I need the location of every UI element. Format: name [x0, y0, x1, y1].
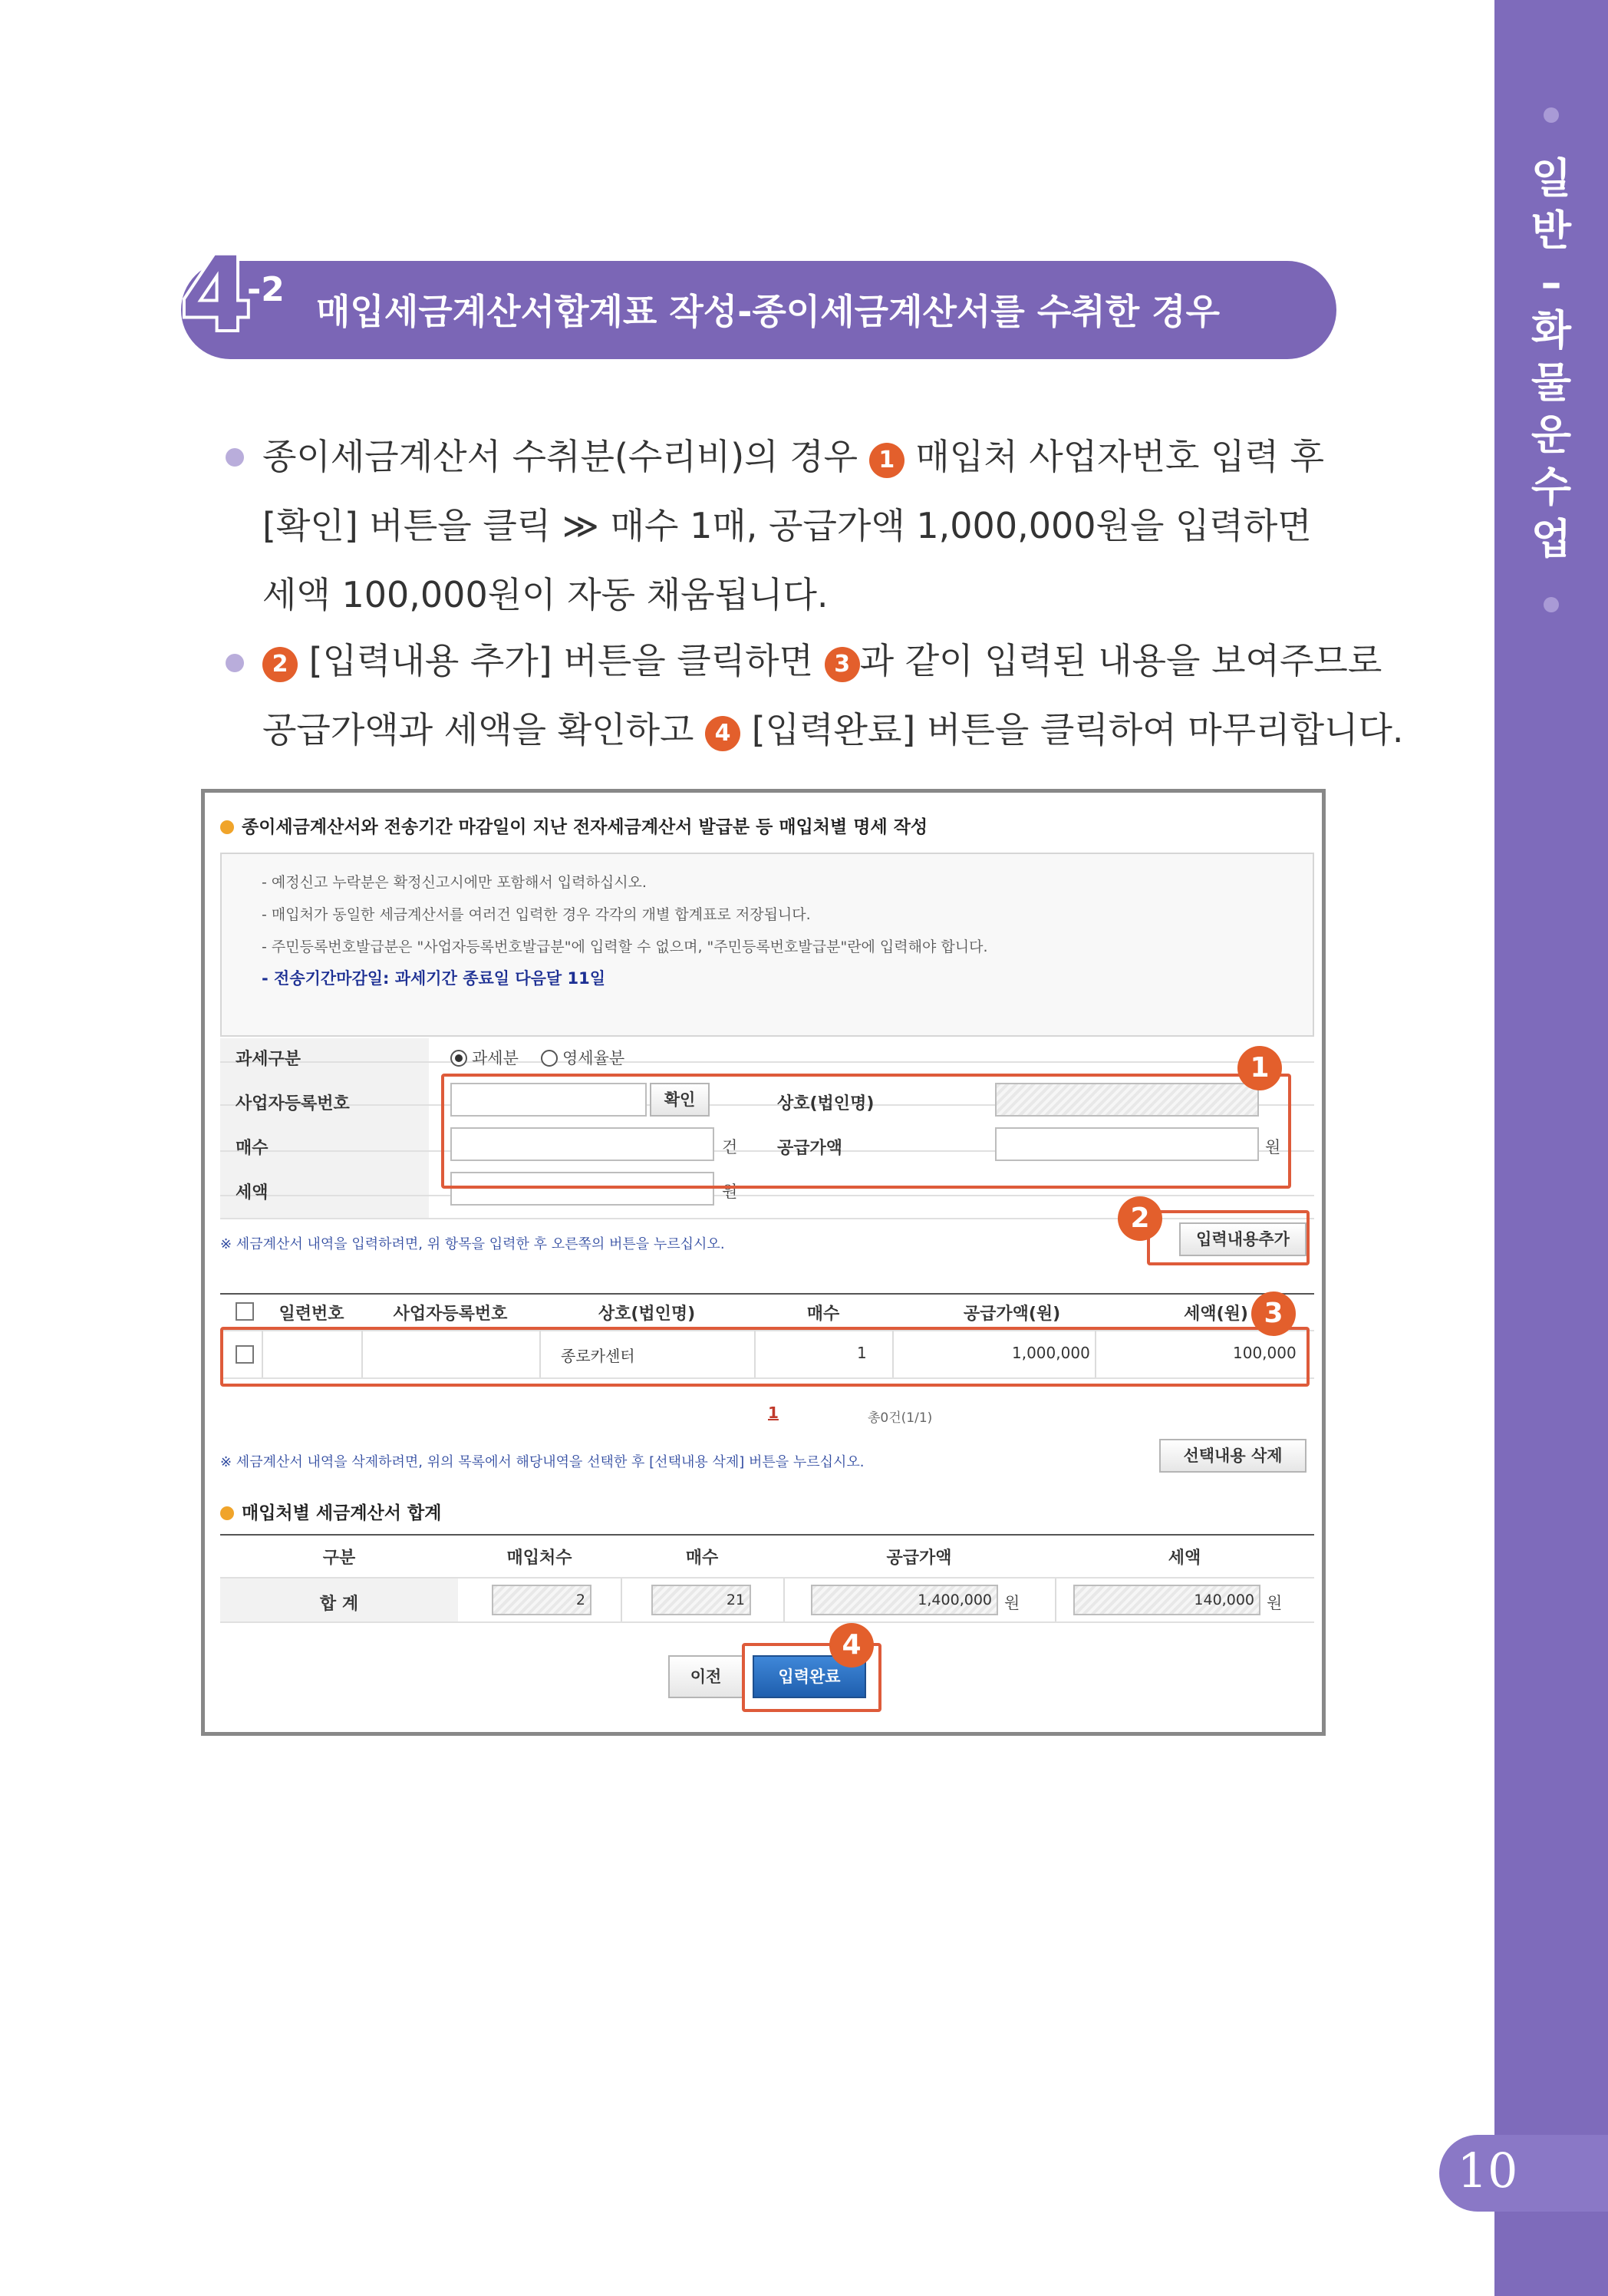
sum-count-field: 21: [651, 1585, 751, 1615]
form-title-text: 종이세금계산서와 전송기간 마감일이 지난 전자세금계산서 발급분 등 매입처별 명세 작성: [242, 817, 928, 837]
col-supply: 공급가액(원): [963, 1305, 1061, 1324]
page-total: 총0건(1/1): [868, 1410, 933, 1426]
embedded-screenshot: [201, 789, 1326, 1736]
step-1-marker: 1: [869, 443, 904, 478]
notice-line: - 주민등록번호발급분은 "사업자등록번호발급분"에 입력할 수 없으며, "주민등록번호발급분"란에 입력해야 합니다.: [262, 939, 988, 955]
summary-title: [220, 1499, 441, 1524]
col-count: 매수: [806, 1305, 840, 1324]
highlight-box-1: [441, 1074, 1291, 1189]
supply-label: 공급가액: [777, 1139, 843, 1158]
sum-col-count: 매수: [685, 1549, 719, 1568]
page-number: 10: [1457, 2143, 1518, 2199]
radio-zero-rate[interactable]: [541, 1046, 624, 1069]
section-subnumber: -2: [247, 270, 285, 309]
sum-supply-unit: 원: [1004, 1594, 1020, 1612]
cell-divider: [1055, 1578, 1056, 1621]
row-tax: 100,000: [1233, 1344, 1297, 1362]
highlight-box-2: [1147, 1210, 1310, 1265]
form-title: [220, 813, 928, 838]
sum-col-tax: 세액: [1168, 1549, 1201, 1568]
step-badge-3: 3: [1251, 1292, 1296, 1336]
step-badge-1: 1: [1237, 1046, 1282, 1090]
divider: [220, 1195, 1314, 1196]
notice-line: - 예정신고 누락분은 확정신고시에만 포함해서 입력하십시오.: [262, 874, 647, 891]
step-2-marker: 2: [262, 647, 298, 682]
add-hint: ※ 세금계산서 내역을 입력하려면, 위 항목을 입력한 후 오른쪽의 버튼을 누르십시오.: [220, 1236, 725, 1252]
row-company: 종로카센터: [561, 1347, 635, 1365]
summary-title-text: 매입처별 세금계산서 합계: [242, 1503, 442, 1523]
complete-button[interactable]: 입력완료: [753, 1655, 866, 1698]
col-serial: 일련번호: [278, 1305, 344, 1324]
radio-on-icon: [450, 1050, 467, 1067]
text-span: 매입처 사업자번호 입력 후: [915, 436, 1325, 477]
row-supply: 1,000,000: [1012, 1344, 1090, 1362]
divider: [220, 1061, 1314, 1063]
sidebar-char: 수: [1531, 463, 1572, 511]
text-span: 종이세금계산서 수취분(수리비)의 경우: [262, 436, 858, 477]
bullet-icon: [220, 1506, 234, 1520]
radio-off-icon: [541, 1050, 558, 1067]
section-title: 매입세금계산서합계표 작성-종이세금계산서를 수취한 경우: [316, 291, 1221, 332]
sum-supply-field: 1,400,000: [811, 1585, 998, 1615]
sum-tax-unit: 원: [1267, 1594, 1283, 1612]
tax-unit: 원: [722, 1183, 738, 1201]
notice-box: [220, 853, 1314, 1037]
body-line-2: [확인] 버튼을 클릭 ≫ 매수 1매, 공급가액 1,000,000원을 입력하면: [262, 505, 1312, 546]
delete-selected-button[interactable]: 선택내용 삭제: [1159, 1439, 1306, 1473]
select-all-checkbox[interactable]: [236, 1302, 254, 1321]
col-biz-no: 사업자등록번호: [393, 1305, 508, 1324]
step-3-marker: 3: [825, 647, 860, 682]
sidebar-char: 일: [1531, 154, 1572, 203]
step-4-marker: 4: [705, 716, 740, 751]
radio-taxable-label: 과세분: [472, 1049, 519, 1067]
cell-divider: [783, 1578, 785, 1621]
body-line-4: [262, 640, 1382, 682]
section-number: 4: [181, 236, 252, 354]
step-badge-2: 2: [1118, 1196, 1162, 1241]
bullet-icon: [220, 820, 234, 834]
sidebar-dot-top: [1544, 107, 1559, 123]
cell-divider: [621, 1578, 622, 1621]
sum-vendors-field: 2: [492, 1585, 591, 1615]
sidebar-char: –: [1540, 259, 1562, 307]
prev-button[interactable]: 이전: [668, 1655, 743, 1698]
add-entry-button[interactable]: 입력내용추가: [1179, 1222, 1306, 1256]
biz-no-label: 사업자등록번호: [236, 1094, 350, 1113]
text-span: 공급가액과 세액을 확인하고: [262, 709, 694, 750]
body-line-3: 세액 100,000원이 자동 채움됩니다.: [262, 574, 829, 615]
chapter-sidebar: [1494, 0, 1608, 2296]
bullet-dot: [226, 448, 244, 467]
body-line-1: [262, 436, 1325, 478]
col-tax: 세액(원): [1184, 1305, 1248, 1324]
divider: [220, 1293, 1314, 1295]
radio-taxable[interactable]: [450, 1046, 519, 1069]
sidebar-dot-bottom: [1544, 597, 1559, 612]
sidebar-char: 운: [1531, 411, 1572, 459]
sidebar-char: 화: [1531, 306, 1572, 355]
text-span: [입력내용 추가] 버튼을 클릭하면: [308, 640, 814, 681]
page-link[interactable]: 1: [768, 1404, 779, 1422]
col-company: 상호(법인명): [598, 1305, 696, 1324]
row-count: 1: [857, 1344, 867, 1362]
text-span: 과 같이 입력된 내용을 보여주므로: [859, 640, 1382, 681]
supply-unit: 원: [1265, 1138, 1281, 1156]
step-badge-4: 4: [829, 1623, 874, 1668]
delete-hint: ※ 세금계산서 내역을 삭제하려면, 위의 목록에서 해당내역을 선택한 후 [선택내용 삭제] 버튼을 누르십시오.: [220, 1454, 865, 1470]
radio-zero-label: 영세율분: [562, 1049, 625, 1067]
count-unit: 건: [722, 1138, 738, 1156]
count-label: 매수: [236, 1139, 269, 1158]
tax-label: 세액: [236, 1183, 269, 1202]
notice-deadline: - 전송기간마감일: 과세기간 종료일 다음달 11일: [262, 969, 606, 988]
divider: [220, 1621, 1314, 1623]
sidebar-char: 업: [1531, 515, 1572, 563]
tax-type-label: 과세구분: [236, 1050, 302, 1069]
sum-col-vendors: 매입처수: [506, 1549, 572, 1568]
highlight-box-3: [220, 1327, 1310, 1387]
sum-col-supply: 공급가액: [886, 1549, 952, 1568]
sum-total-label: 합 계: [319, 1595, 359, 1614]
page-number-tab: [1439, 2135, 1608, 2212]
company-label: 상호(법인명): [777, 1094, 875, 1113]
bullet-dot: [226, 654, 244, 672]
body-line-5: [262, 709, 1404, 751]
divider: [220, 1534, 1314, 1536]
confirm-button[interactable]: 확인: [650, 1083, 710, 1117]
text-span: [입력완료] 버튼을 클릭하여 마무리합니다.: [751, 709, 1404, 750]
notice-line: - 매입처가 동일한 세금계산서를 여러건 입력한 경우 각각의 개별 합계표로 저장됩니다.: [262, 906, 811, 923]
sum-tax-field: 140,000: [1073, 1585, 1260, 1615]
sidebar-char: 물: [1531, 358, 1572, 407]
sidebar-char: 반: [1531, 206, 1572, 255]
sum-col-type: 구분: [322, 1549, 356, 1568]
